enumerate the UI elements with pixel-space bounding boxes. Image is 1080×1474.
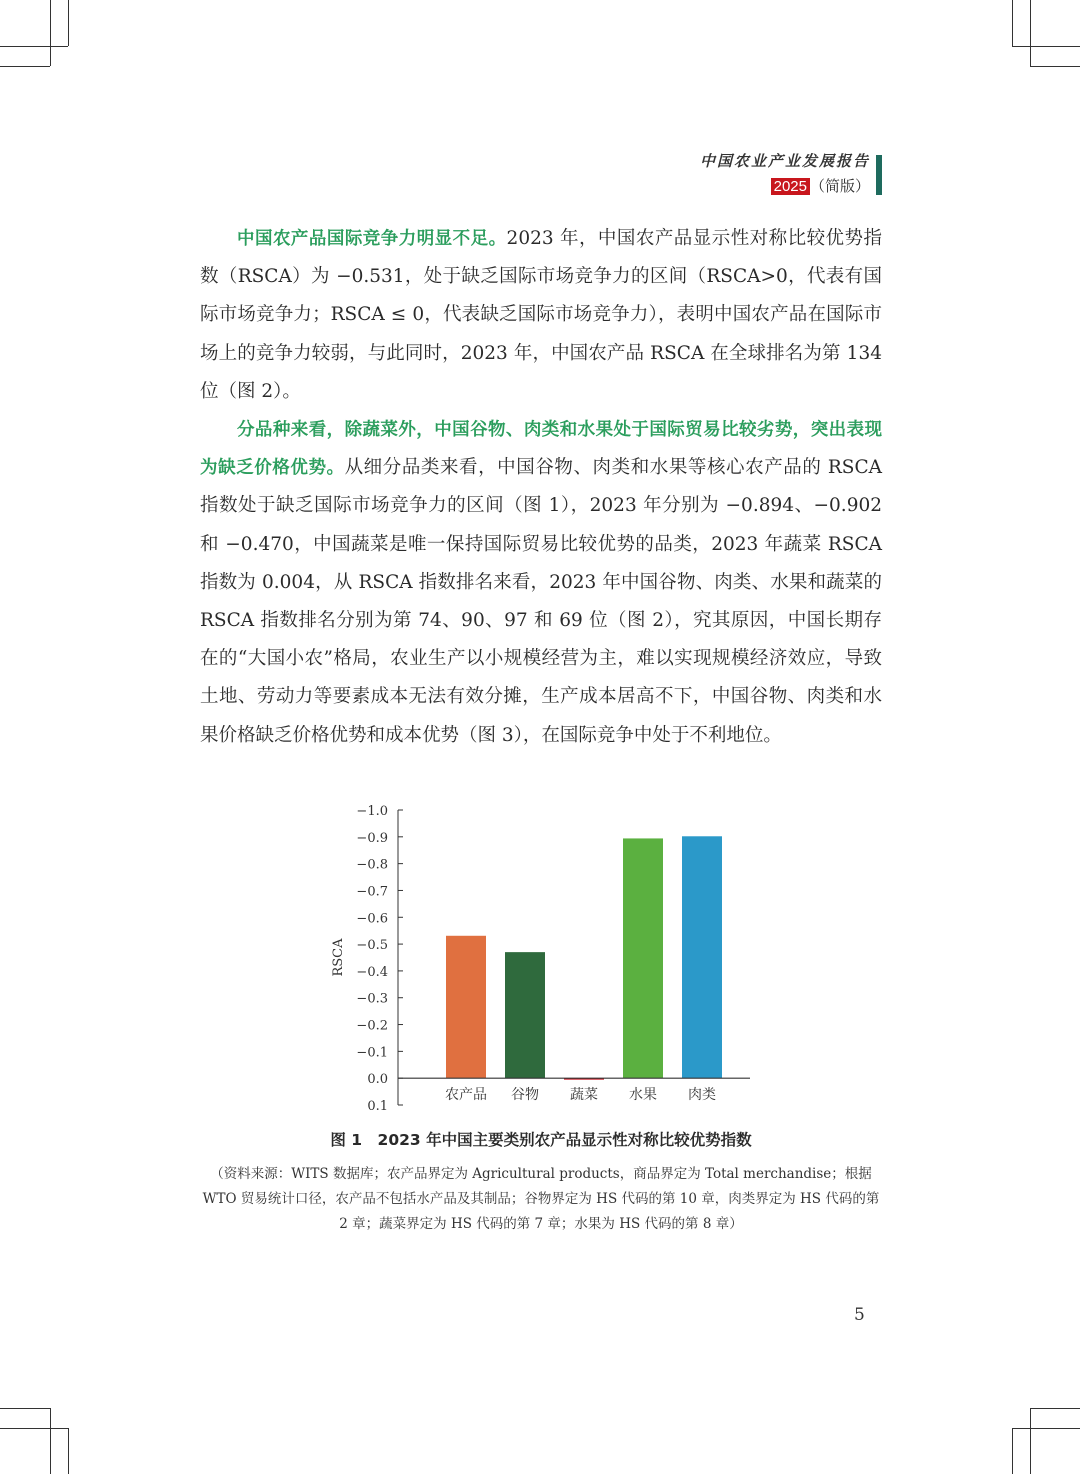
crop-mark-top-left-v2: [68, 0, 69, 46]
y-tick-label: −0.9: [356, 830, 388, 846]
figure-source-note: （资料来源：WITS 数据库；农产品界定为 Agricultural products，商品界定为 Total merchandise；根据 WTO 贸易统计口径，农产品不包括水产品及其制品；谷物界定为 HS 代码的第 10 章，肉类界定为 HS 代码的第 2 章；蔬菜界定为 HS 代码的第 7 章；水果为 HS 代码的第 8 章）: [202, 1166, 880, 1232]
bar-chart: [320, 795, 780, 1125]
report-title: 中国农业产业发展报告: [699, 152, 870, 170]
y-tick-label: −0.1: [356, 1045, 388, 1061]
bar-农产品: [446, 936, 486, 1078]
y-tick-label: 0.0: [367, 1072, 388, 1088]
running-header: [700, 150, 870, 196]
figure-caption: 图 1 2023 年中国主要类别农产品显示性对称比较优势指数: [330, 1131, 752, 1149]
crop-mark-bottom-left-h2: [0, 1428, 68, 1429]
crop-mark-top-right-h2: [1012, 46, 1080, 47]
crop-mark-bottom-right-v2: [1012, 1428, 1013, 1474]
paragraph-1-text: 2023 年，中国农产品显示性对称比较优势指数（RSCA）为 −0.531，处于缺乏国际市场竞争力的区间（RSCA>0，代表有国际市场竞争力；RSCA ≤ 0，代表缺乏国际市场竞争力），表明中国农产品在国际市场上的竞争力较弱，与此同时，2023 年，中国农产品 RSCA 在全球排名为第 134 位（图 2）。: [200, 228, 882, 402]
x-category-label: 蔬菜: [570, 1087, 598, 1104]
y-tick-label: −0.4: [356, 964, 388, 980]
crop-mark-bottom-right-h: [1030, 1408, 1080, 1409]
paragraph-1: [200, 220, 882, 411]
y-tick-label: −0.2: [356, 1018, 388, 1034]
header-accent-bar: [876, 155, 882, 195]
crop-mark-bottom-left-v: [50, 1408, 51, 1474]
report-edition: [700, 175, 870, 196]
crop-mark-top-left-h: [0, 66, 50, 67]
y-tick-label: −1.0: [356, 804, 388, 819]
crop-mark-top-left-v: [50, 0, 51, 66]
figure-1-chart: [320, 795, 780, 1125]
edition-label: （简版）: [809, 177, 870, 195]
x-category-label: 谷物: [511, 1087, 539, 1104]
crop-mark-bottom-left-h: [0, 1408, 50, 1409]
crop-mark-top-right-v: [1030, 0, 1031, 66]
x-category-label: 农产品: [445, 1087, 487, 1104]
crop-mark-top-right-h: [1030, 66, 1080, 67]
bar-水果: [623, 838, 663, 1078]
paragraph-2: [200, 411, 882, 755]
bar-谷物: [505, 952, 545, 1078]
y-tick-label: −0.7: [356, 884, 388, 900]
x-category-label: 肉类: [688, 1087, 716, 1104]
page-number: 5: [854, 1305, 865, 1325]
x-category-label: 水果: [629, 1087, 657, 1104]
body-text: [200, 220, 882, 755]
y-tick-label: 0.1: [367, 1099, 388, 1114]
crop-mark-bottom-right-v: [1030, 1408, 1031, 1474]
crop-mark-top-right-v2: [1012, 0, 1013, 46]
y-axis-label: RSCA: [331, 938, 346, 977]
crop-mark-bottom-left-v2: [68, 1428, 69, 1474]
year-badge: 2025: [771, 178, 810, 195]
y-tick-label: −0.3: [356, 991, 388, 1007]
paragraph-2-highlight: 分品种来看，除蔬菜外，中国谷物、肉类和水果处于国际贸易比较劣势，突出表现为缺乏价格优势。: [200, 420, 882, 479]
y-tick-label: −0.6: [356, 911, 388, 927]
y-tick-label: −0.8: [356, 857, 388, 873]
paragraph-2-text: 从细分品类来看，中国谷物、肉类和水果等核心农产品的 RSCA 指数处于缺乏国际市场竞争力的区间（图 1），2023 年分别为 −0.894、−0.902 和 −0.470，中国蔬菜是唯一保持国际贸易比较优势的品类，2023 年蔬菜 RSCA 指数为 0.004，从 RSCA 指数排名来看，2023 年中国谷物、肉类、水果和蔬菜的 RSCA 指数排名分别为第 74、90、97 和 69 位（图 2），究其原因，中国长期存在的“大国小农”格局，农业生产以小规模经营为主，难以实现规模经济效应，导致土地、劳动力等要素成本无法有效分摊，生产成本居高不下，中国谷物、肉类和水果价格缺乏价格优势和成本优势（图 3），在国际竞争中处于不利地位。: [200, 457, 882, 746]
crop-mark-bottom-right-h2: [1012, 1428, 1080, 1429]
y-tick-label: −0.5: [356, 938, 388, 954]
bar-肉类: [682, 836, 722, 1078]
crop-mark-top-left-h2: [0, 46, 68, 47]
paragraph-1-highlight: 中国农产品国际竞争力明显不足。: [237, 229, 507, 249]
